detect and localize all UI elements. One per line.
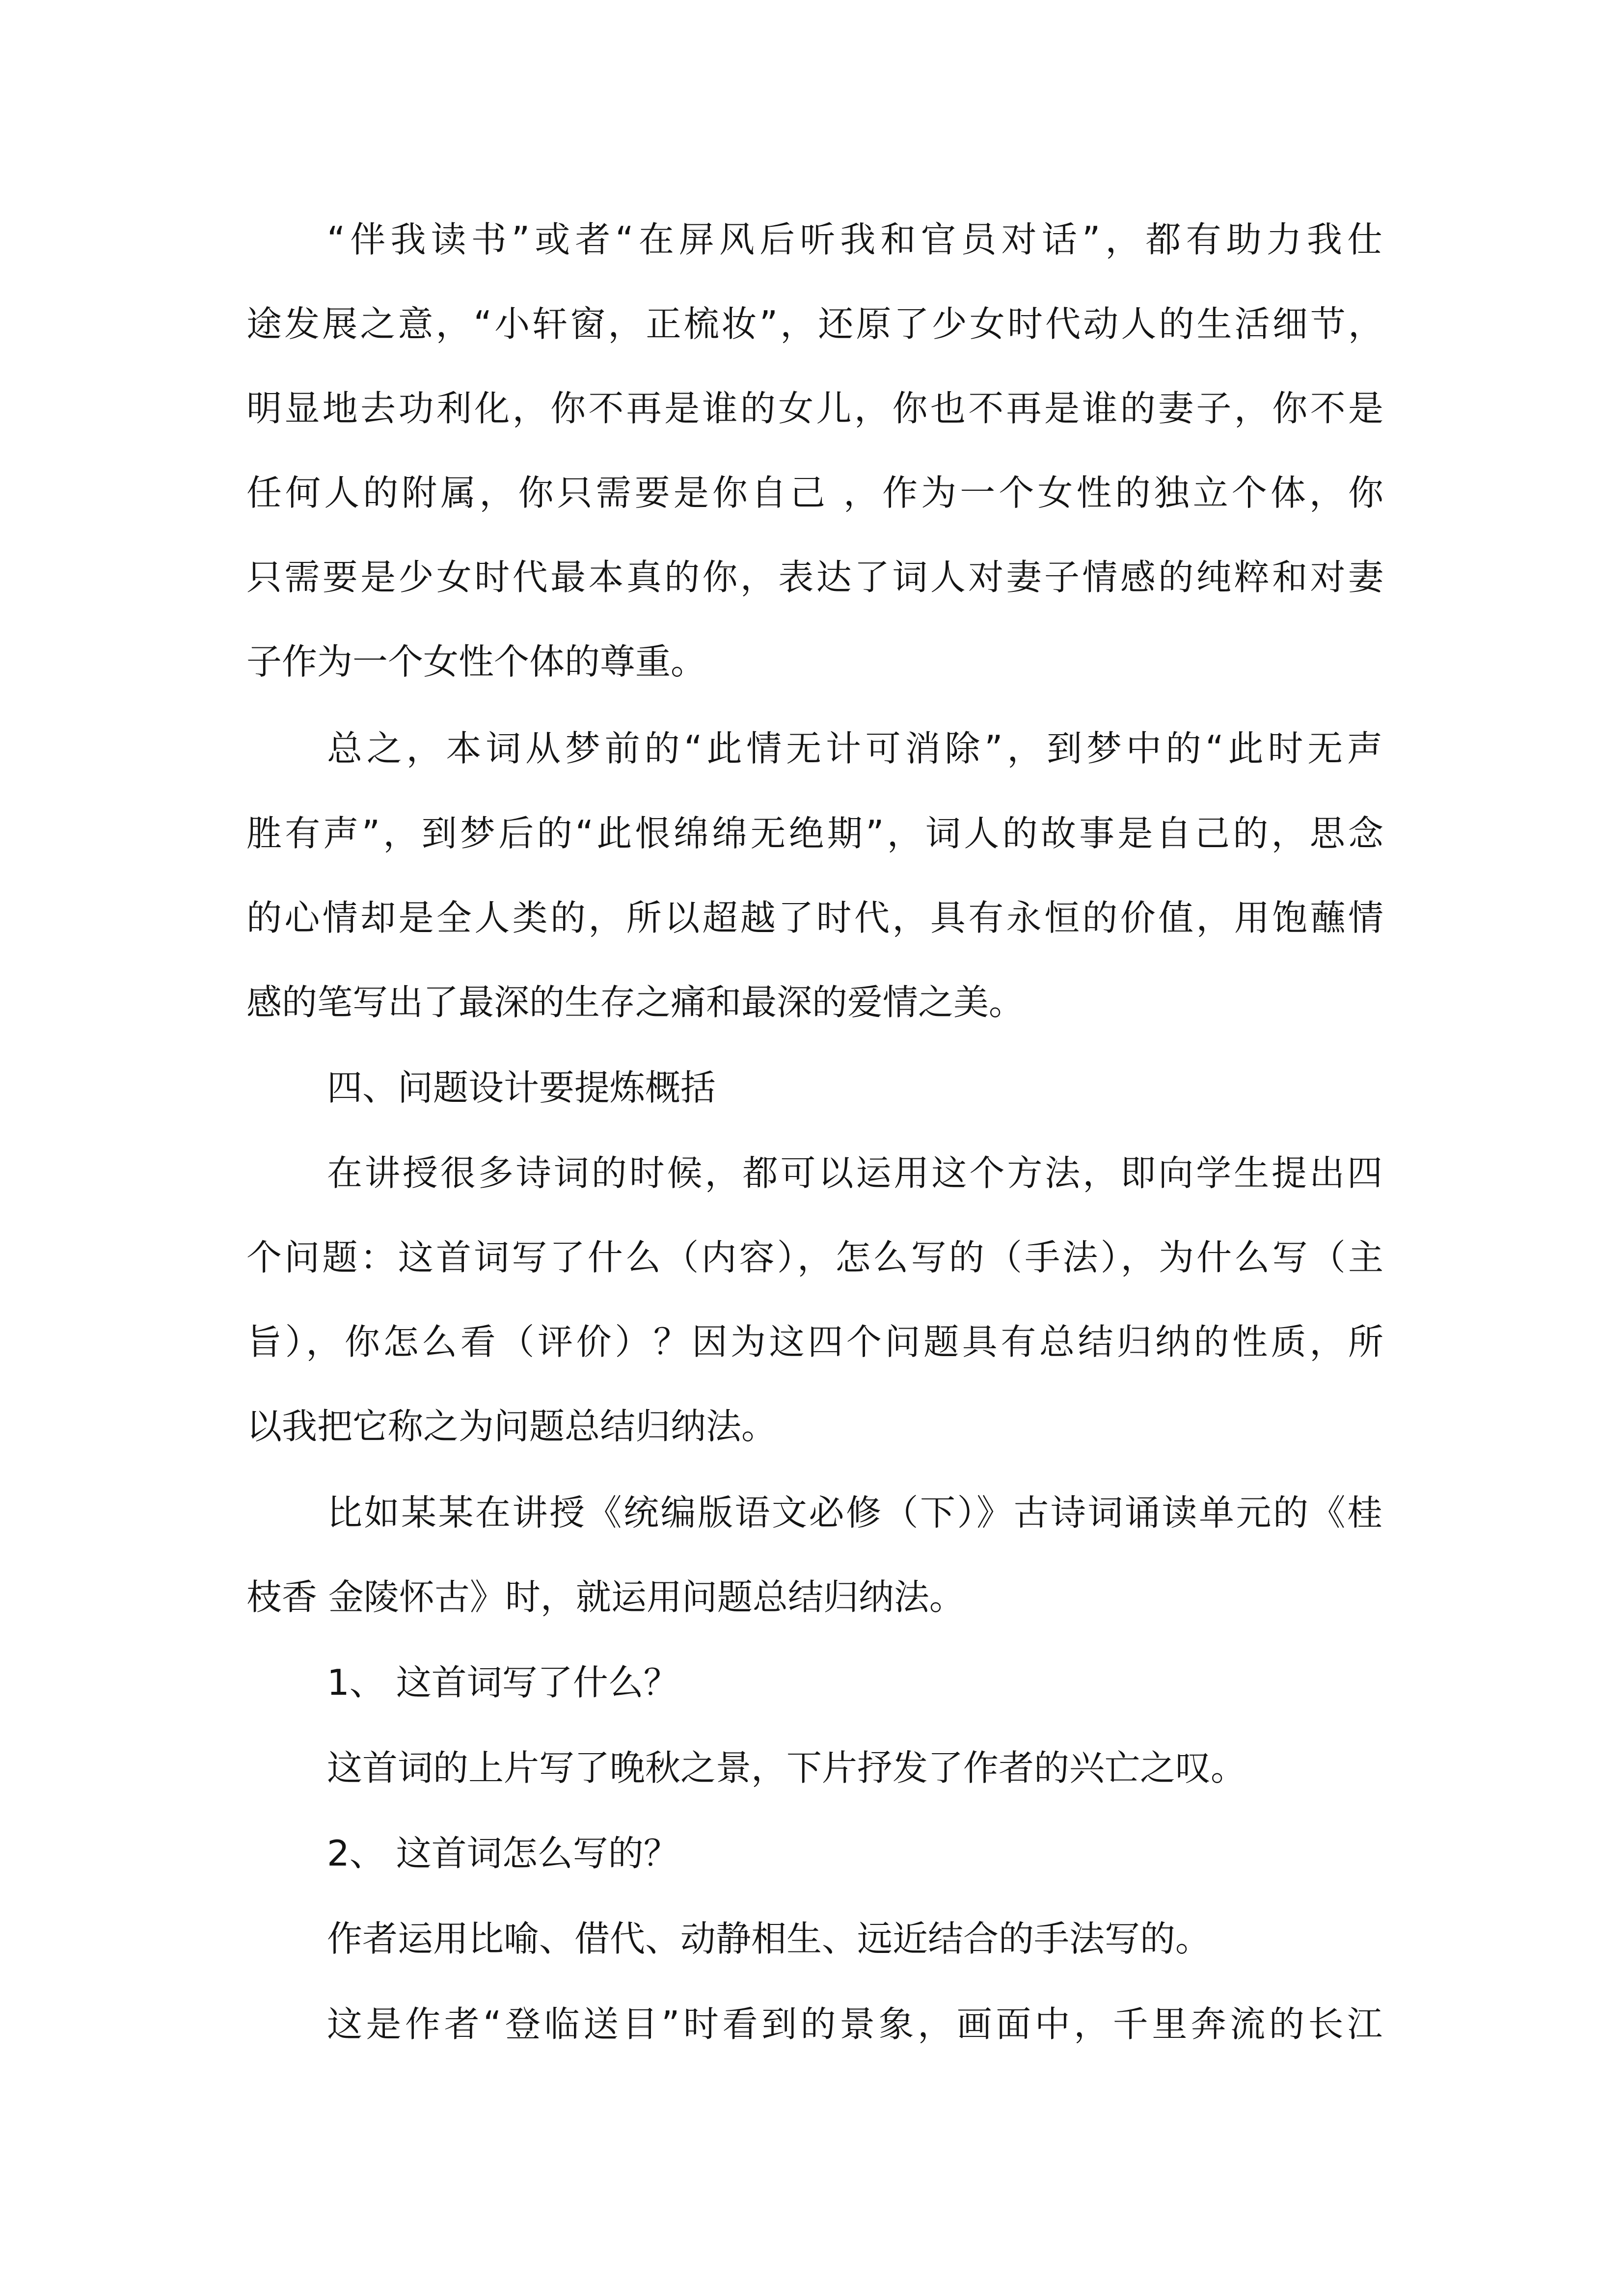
text-line: 的心情却是全人类的，所以超越了时代，具有永恒的价值，用饱蘸情 xyxy=(246,897,1383,938)
paragraph-1-line-3 xyxy=(0,384,1624,433)
paragraph-2-line-4 xyxy=(0,978,1624,1027)
text-line: 只需要是少女时代最本真的你，表达了词人对妻子情感的纯粹和对妻 xyxy=(246,557,1383,598)
text-line: 枝香 金陵怀古》时，就运用问题总结归纳法。 xyxy=(246,1576,965,1618)
paragraph-1-line-5 xyxy=(0,553,1624,602)
text-line: 2、 这首词怎么写的？ xyxy=(327,1833,679,1874)
question-1 xyxy=(0,1658,1624,1707)
text-line: 作者运用比喻、借代、动静相生、远近结合的手法写的。 xyxy=(327,1918,1211,1959)
paragraph-1-line-4 xyxy=(0,468,1624,517)
text-line: 比如某某在讲授《统编版语文必修（下）》古诗词诵读单元的《桂 xyxy=(327,1492,1382,1533)
text-line: 任何人的附属，你只需要是你自己 ，作为一个女性的独立个体，你 xyxy=(246,472,1383,513)
text-line: “伴我读书”或者“在屏风后听我和官员对话”，都有助力我仕 xyxy=(327,219,1382,260)
text-line: 感的笔写出了最深的生存之痛和最深的爱情之美。 xyxy=(246,982,1025,1023)
text-line: 这首词的上片写了晚秋之景，下片抒发了作者的兴亡之叹。 xyxy=(327,1747,1246,1789)
text-line: 明显地去功利化，你不再是谁的女儿，你也不再是谁的妻子，你不是 xyxy=(246,388,1383,429)
text-line: 1、 这首词写了什么？ xyxy=(327,1662,679,1703)
text-line: 这是作者“登临送目”时看到的景象，画面中，千里奔流的长江 xyxy=(327,2003,1382,2045)
paragraph-1-line-1 xyxy=(0,215,1624,264)
question-2 xyxy=(0,1829,1624,1878)
paragraph-1-line-2 xyxy=(0,299,1624,348)
text-line: 以我把它称之为问题总结归纳法。 xyxy=(246,1406,777,1447)
text-line: 胜有声”，到梦后的“此恨绵绵无绝期”，词人的故事是自己的，思念 xyxy=(246,813,1383,854)
text-line: 在讲授很多诗词的时候，都可以运用这个方法，即向学生提出四 xyxy=(327,1152,1382,1194)
answer-1 xyxy=(0,1743,1624,1792)
paragraph-3-line-2 xyxy=(0,1233,1624,1282)
paragraph-3-line-3 xyxy=(0,1317,1624,1366)
paragraph-4-line-1 xyxy=(0,1488,1624,1537)
text-line: 子作为一个女性个体的尊重。 xyxy=(246,641,706,682)
text-line: 旨），你怎么看（评价）？因为这四个问题具有总结归纳的性质，所 xyxy=(246,1321,1383,1362)
paragraph-3-line-1 xyxy=(0,1148,1624,1198)
paragraph-3-line-4 xyxy=(0,1402,1624,1451)
text-line: 四、问题设计要提炼概括 xyxy=(327,1067,716,1108)
paragraph-2-line-3 xyxy=(0,893,1624,942)
text-line: 个问题：这首词写了什么（内容），怎么写的（手法），为什么写（主 xyxy=(246,1237,1383,1278)
answer-2 xyxy=(0,1914,1624,1963)
text-line: 总之，本词从梦前的“此情无计可消除”，到梦中的“此时无声 xyxy=(327,728,1382,769)
text-line: 途发展之意，“小轩窗，正梳妆”，还原了少女时代动人的生活细节， xyxy=(246,303,1383,345)
paragraph-1-line-6 xyxy=(0,637,1624,686)
section-heading xyxy=(0,1063,1624,1112)
paragraph-last-line-1 xyxy=(0,2000,1624,2049)
paragraph-4-line-2 xyxy=(0,1573,1624,1622)
paragraph-2-line-2 xyxy=(0,809,1624,858)
paragraph-2-line-1 xyxy=(0,724,1624,773)
